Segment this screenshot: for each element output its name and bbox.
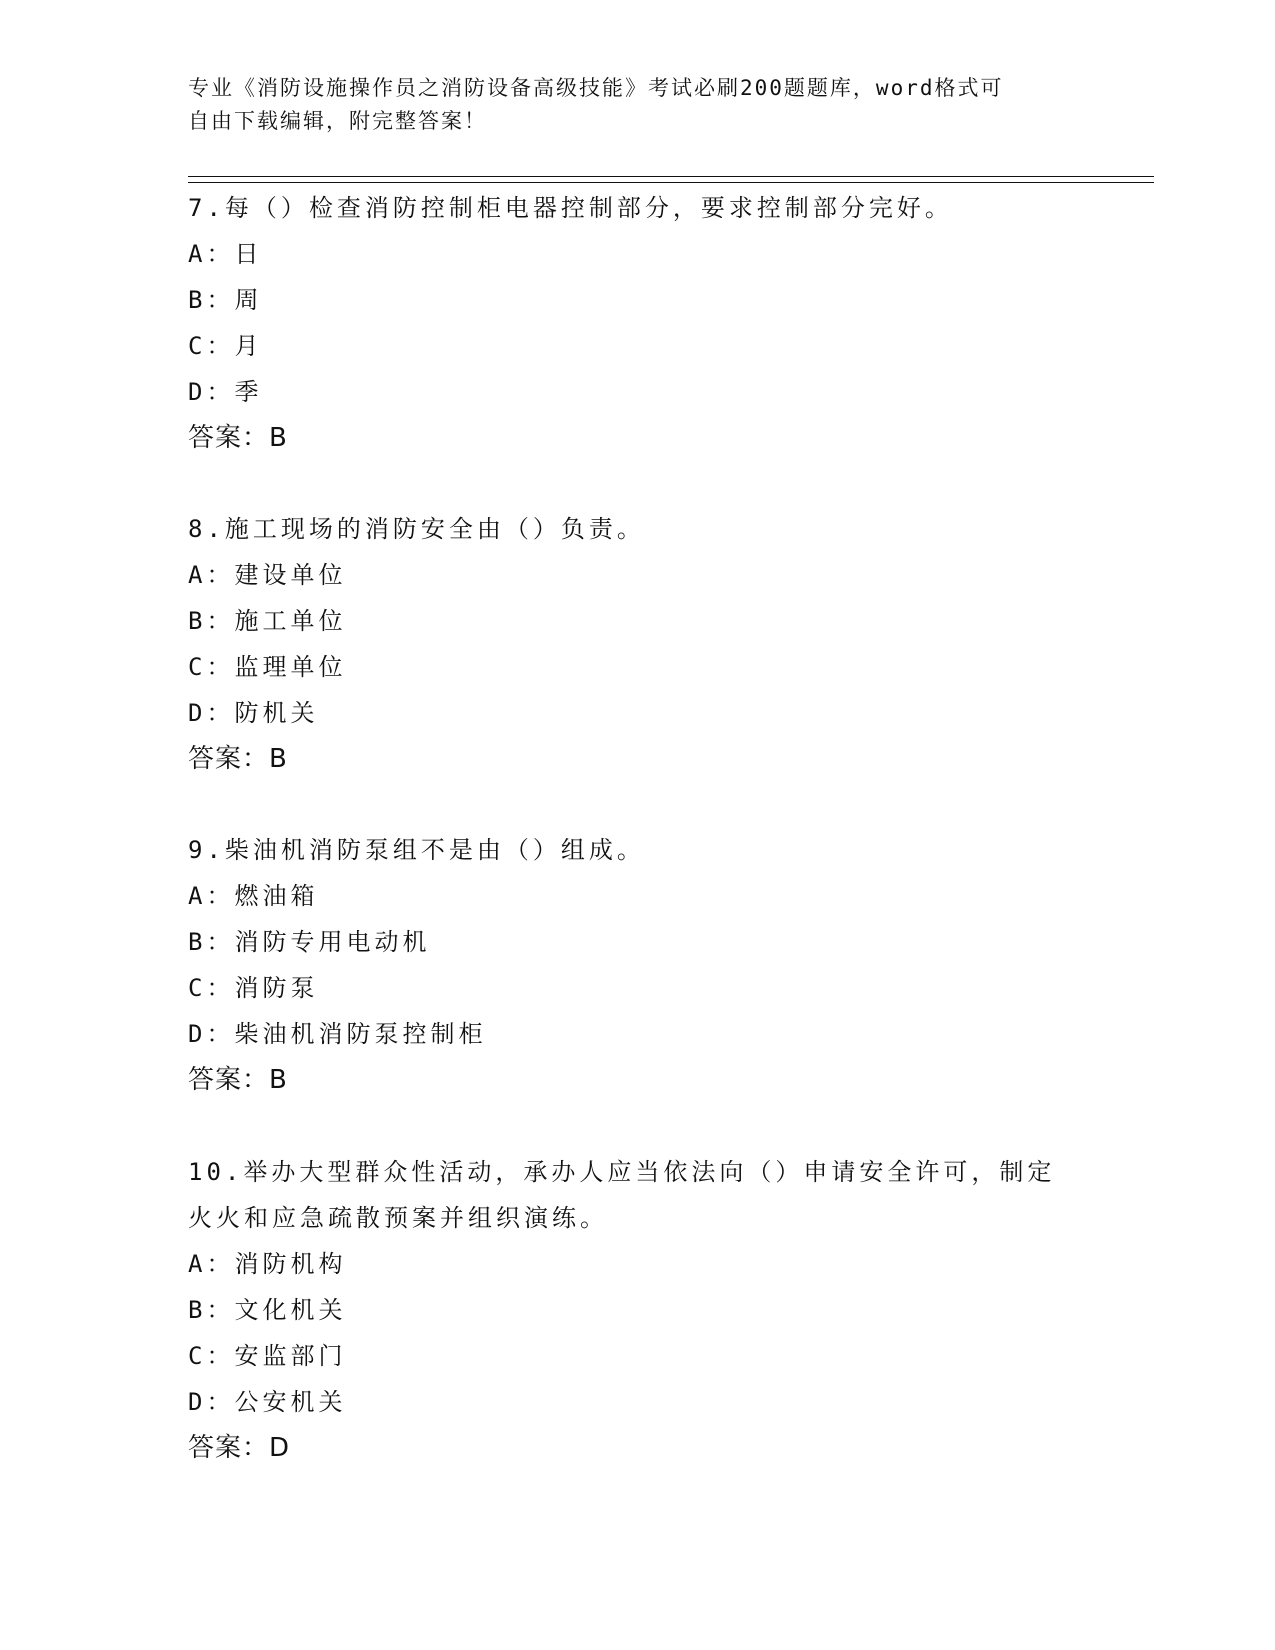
question-stem-line: 火火和应急疏散预案并组织演练。 — [188, 1204, 608, 1232]
question-block — [188, 827, 1088, 1103]
header-line-2: 自由下载编辑，附完整答案！ — [188, 109, 487, 133]
option-b: B：消防专用电动机 — [188, 928, 431, 956]
question-stem — [188, 185, 1088, 231]
option-a: A：燃油箱 — [188, 882, 319, 910]
option-c: C：监理单位 — [188, 653, 347, 681]
answer-line: 答案：B — [188, 744, 288, 774]
option-a: A：日 — [188, 240, 263, 268]
option-b: B：周 — [188, 286, 263, 314]
header-divider-bottom — [188, 182, 1154, 183]
answer-line: 答案：D — [188, 1433, 291, 1463]
question-block — [188, 1149, 1088, 1471]
question-stem-line: 9.柴油机消防泵组不是由（）组成。 — [188, 836, 645, 864]
header-line-1: 专业《消防设施操作员之消防设备高级技能》考试必刷200题题库，word格式可 — [188, 76, 1004, 100]
option-d: D：柴油机消防泵控制柜 — [188, 1020, 487, 1048]
question-stem-line: 7.每（）检查消防控制柜电器控制部分，要求控制部分完好。 — [188, 194, 953, 222]
answer-line: 答案：B — [188, 1065, 288, 1095]
option-c: C：安监部门 — [188, 1342, 347, 1370]
question-stem-line: 8.施工现场的消防安全由（）负责。 — [188, 515, 645, 543]
option-a: A：建设单位 — [188, 561, 347, 589]
option-b: B：施工单位 — [188, 607, 347, 635]
option-d: D：公安机关 — [188, 1388, 347, 1416]
question-stem-line: 10.举办大型群众性活动，承办人应当依法向（）申请安全许可，制定 — [188, 1158, 1056, 1186]
option-b: B：文化机关 — [188, 1296, 347, 1324]
option-c: C：消防泵 — [188, 974, 319, 1002]
question-stem — [188, 506, 1088, 552]
question-stem — [188, 1149, 1088, 1241]
document-header — [188, 72, 1088, 138]
answer-line: 答案：B — [188, 423, 288, 453]
option-d: D：防机关 — [188, 699, 319, 727]
question-stem — [188, 827, 1088, 873]
question-block — [188, 506, 1088, 782]
question-block — [188, 185, 1088, 461]
option-a: A：消防机构 — [188, 1250, 347, 1278]
option-d: D：季 — [188, 378, 263, 406]
header-divider-top — [188, 176, 1154, 177]
option-c: C：月 — [188, 332, 263, 360]
